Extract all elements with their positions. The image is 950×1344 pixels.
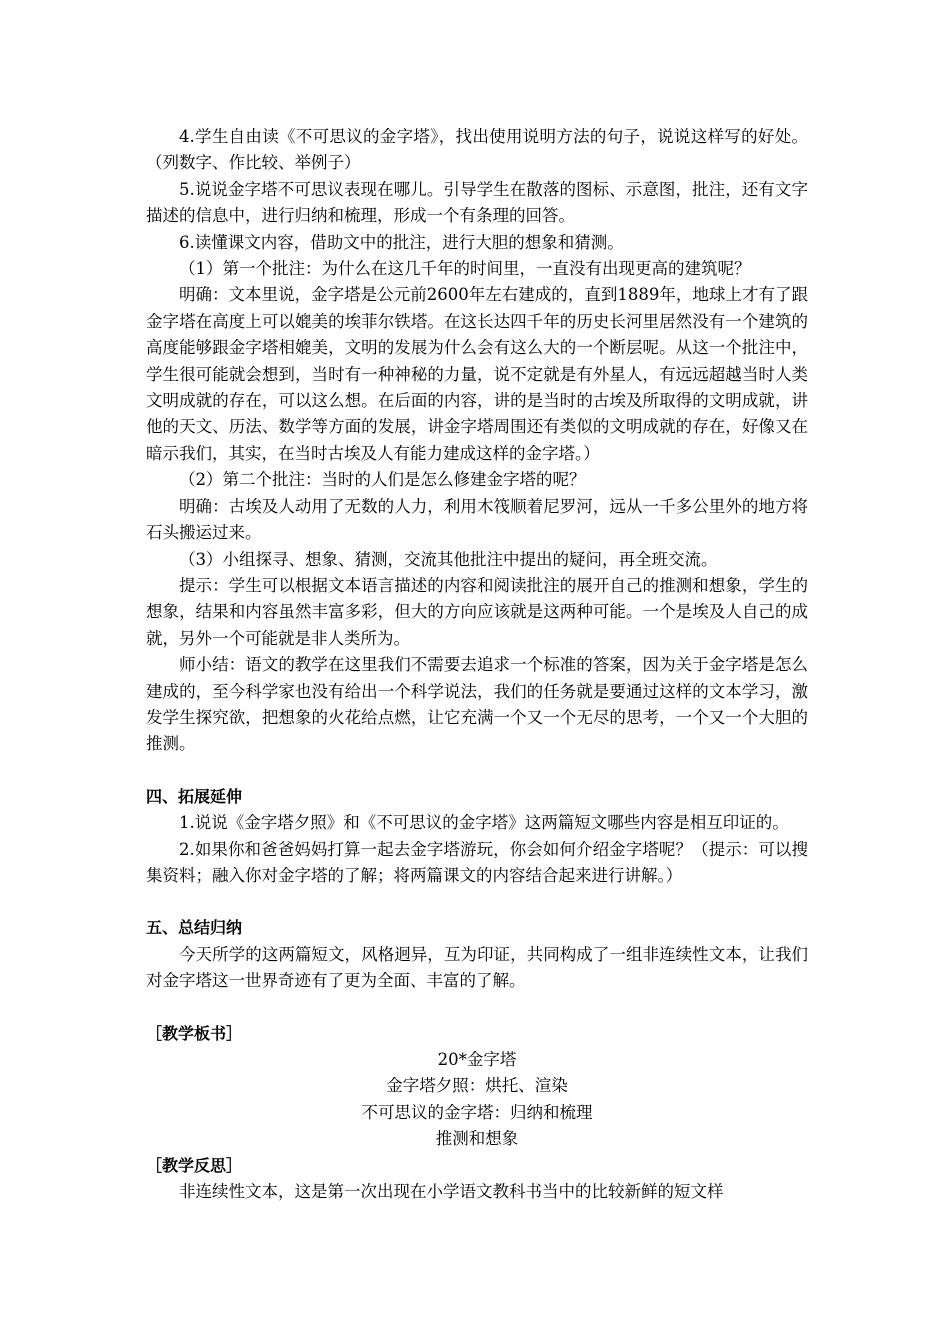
- paragraph-extension-1: 1.说说《金字塔夕照》和《不可思议的金字塔》这两篇短文哪些内容是相互印证的。: [179, 813, 789, 833]
- section-heading-summary: 五、总结归纳: [146, 918, 243, 938]
- reflection-heading: ［教学反思］: [146, 1155, 243, 1175]
- paragraph-answer-1: 明确：文本里说，金字塔是公元前2600年左右建成的，直到1889年，地球上才有了跟金字塔在高度上可以媲美的埃菲尔铁塔。在这长达四千年的历史长河里居然没有一个建筑的高度能够跟金字塔相媲美，文明的发展为什么会有这么大的一个断层呢。从这一个批注中，学生很可能就会想到，当时有一种神秘的力量，说不定就是有外星人，有远远超越当时人类文明成就的存在，可以这么想。在后面的内容，讲的是当时的古埃及所取得的文明成就，讲他的天文、历法、数学等方面的发展，讲金字塔周围还有类似的文明成就的存在，好像又在暗示我们，其实，在当时古埃及人有能力建成这样的金字塔。）: [146, 285, 808, 463]
- spacer: [146, 889, 808, 915]
- board-line-4: 推测和想象: [435, 1129, 519, 1149]
- paragraph-hint: 提示：学生可以根据文本语言描述的内容和阅读批注的展开自己的推测和想象，学生的想象，结果和内容虽然丰富多彩，但大的方向应该就是这两种可能。一个是埃及人自己的成就，另外一个可能就是非人类所为。: [146, 575, 808, 648]
- board-line-3: 不可思议的金字塔：归纳和梳理: [361, 1102, 593, 1122]
- paragraph-extension-2: 2.如果你和爸爸妈妈打算一起去金字塔游玩，你会如何介绍金字塔呢？（提示：可以搜集资料；融入你对金字塔的了解；将两篇课文的内容结合起来进行讲解。）: [146, 839, 808, 885]
- paragraph-group-work: （3）小组探寻、想象、猜测，交流其他批注中提出的疑问，再全班交流。: [179, 549, 718, 569]
- board-heading: ［教学板书］: [146, 1023, 243, 1043]
- paragraph-annotation-2: （2）第二个批注：当时的人们是怎么修建金字塔的呢？: [179, 470, 586, 490]
- board-line-2: 金字塔夕照：烘托、渲染: [386, 1076, 568, 1096]
- paragraph-step-6: 6.读懂课文内容，借助文中的批注，进行大胆的想象和猜测。: [179, 232, 624, 252]
- paragraph-teacher-summary: 师小结：语文的教学在这里我们不需要去追求一个标准的答案，因为关于金字塔是怎么建成的，至今科学家也没有给出一个科学说法，我们的任务就是要通过这样的文本学习，激发学生探究欲，把想象的火花给点燃，让它充满一个又一个无尽的思考，一个又一个大胆的推测。: [146, 655, 808, 754]
- paragraph-step-4: 4.学生自由读《不可思议的金字塔》，找出使用说明方法的句子，说说这样写的好处。（列数字、作比较、举例子）: [146, 127, 808, 173]
- paragraph-summary: 今天所学的这两篇短文，风格迥异，互为印证，共同构成了一组非连续性文本，让我们对金字塔这一世界奇迹有了更为全面、丰富的了解。: [146, 944, 808, 991]
- board-line-title: 20*金字塔: [437, 1050, 517, 1069]
- paragraph-reflection: 非连续性文本，这是第一次出现在小学语文教科书当中的比较新鲜的短文样: [179, 1182, 724, 1202]
- paragraph-annotation-1: （1）第一个批注：为什么在这几千年的时间里，一直没有出现更高的建筑呢？: [179, 259, 751, 279]
- document-content: [146, 124, 808, 1205]
- paragraph-answer-2: 明确：古埃及人动用了无数的人力，利用木筏顺着尼罗河，远从一千多公里外的地方将石头搬运过来。: [146, 496, 808, 543]
- section-heading-extension: 四、拓展延伸: [146, 786, 243, 806]
- spacer: [146, 995, 808, 1021]
- paragraph-step-5: 5.说说金字塔不可思议表现在哪儿。引导学生在散落的图标、示意图，批注，还有文字描述的信息中，进行归纳和梳理，形成一个有条理的回答。: [146, 179, 808, 226]
- spacer: [146, 758, 808, 784]
